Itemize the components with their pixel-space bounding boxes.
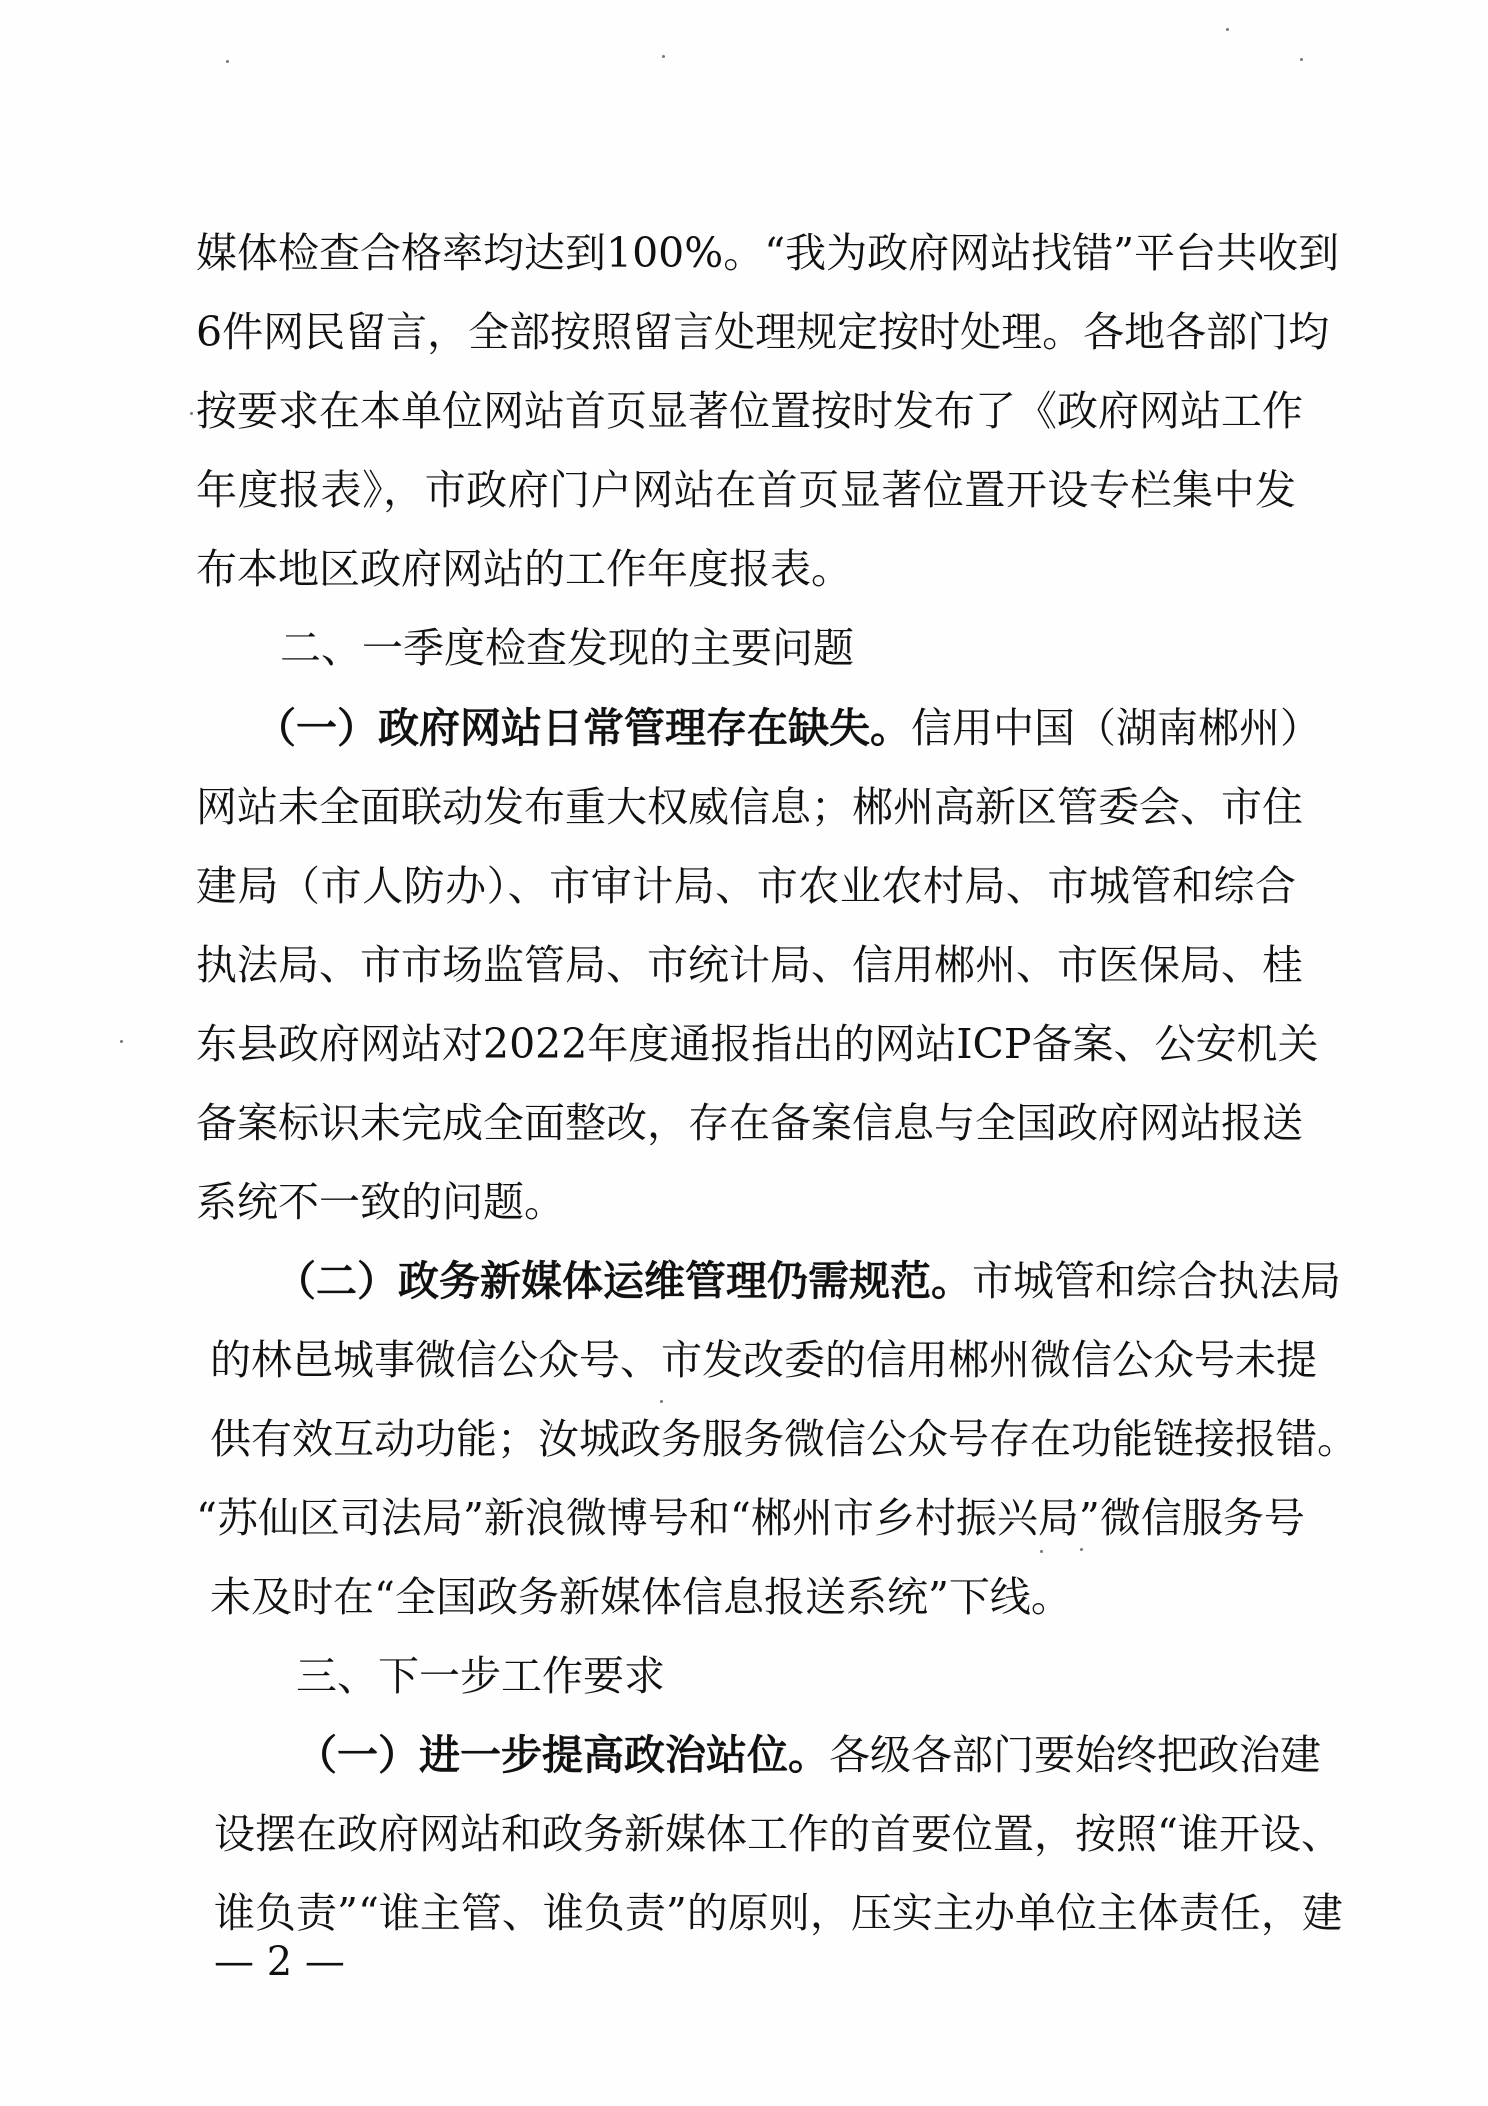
- subheading-bold-2: （二）政务新媒体运维管理仍需规范。: [275, 1257, 972, 1305]
- paragraph-line-10: 执法局、市市场监管局、市统计局、信用郴州、市医保局、桂: [196, 941, 1303, 989]
- paragraph-line-9: 建局（市人防办）、市审计局、市农业农村局、市城管和综合: [196, 862, 1296, 910]
- scan-speck: [1226, 28, 1229, 31]
- paragraph-line-15: 的林邑城事微信公众号、市发改委的信用郴州微信公众号未提: [210, 1336, 1317, 1384]
- paragraph-line-1: 媒体检查合格率均达到100%。“我为政府网站找错”平台共收到: [196, 229, 1340, 277]
- scan-speck: [120, 1040, 123, 1043]
- page-number: — 2 —: [214, 1939, 345, 1985]
- subheading-line-1: [255, 703, 1321, 753]
- section-heading-3: 三、下一步工作要求: [296, 1652, 665, 1700]
- subheading-rest-2: 市城管和综合执法局: [972, 1257, 1341, 1305]
- subheading-line-2: [275, 1256, 1341, 1306]
- scan-speck: [660, 1400, 663, 1403]
- paragraph-line-5: 布本地区政府网站的工作年度报表。: [196, 545, 852, 593]
- section-heading-2: 二、一季度检查发现的主要问题: [280, 624, 854, 672]
- subheading-rest-3: 各级各部门要始终把政治建: [829, 1731, 1321, 1779]
- paragraph-line-17: “苏仙区司法局”新浪微博号和“郴州市乡村振兴局”微信服务号: [196, 1494, 1305, 1542]
- scan-speck: [226, 60, 229, 63]
- subheading-rest-1: 信用中国（湖南郴州）: [911, 704, 1321, 752]
- subheading-bold-1: （一）政府网站日常管理存在缺失。: [255, 704, 911, 752]
- paragraph-line-11: 东县政府网站对2022年度通报指出的网站ICP备案、公安机关: [196, 1020, 1319, 1068]
- paragraph-line-16: 供有效互动功能；汝城政务服务微信公众号存在功能链接报错。: [210, 1415, 1358, 1463]
- scan-speck: [190, 412, 193, 415]
- scan-speck: [662, 55, 665, 58]
- paragraph-line-8: 网站未全面联动发布重大权威信息；郴州高新区管委会、市住: [196, 783, 1303, 831]
- paragraph-line-18: 未及时在“全国政务新媒体信息报送系统”下线。: [210, 1573, 1072, 1621]
- scan-speck: [1300, 58, 1303, 61]
- paragraph-line-13: 系统不一致的问题。: [196, 1178, 565, 1226]
- paragraph-line-22: 谁负责”“谁主管、谁负责”的原则，压实主办单位主体责任，建: [214, 1889, 1343, 1937]
- paragraph-line-12: 备案标识未完成全面整改，存在备案信息与全国政府网站报送: [196, 1099, 1303, 1147]
- scan-speck: [1040, 1550, 1043, 1553]
- paragraph-line-3: 按要求在本单位网站首页显著位置按时发布了《政府网站工作: [196, 387, 1303, 435]
- subheading-line-3: [296, 1730, 1321, 1780]
- subheading-bold-3: （一）进一步提高政治站位。: [296, 1731, 829, 1779]
- paragraph-line-21: 设摆在政府网站和政务新媒体工作的首要位置，按照“谁开设、: [214, 1810, 1342, 1858]
- scan-speck: [1080, 1548, 1083, 1551]
- paragraph-line-4: 年度报表》，市政府门户网站在首页显著位置开设专栏集中发: [196, 466, 1296, 514]
- paragraph-line-2: 6件网民留言，全部按照留言处理规定按时处理。各地各部门均: [196, 308, 1330, 356]
